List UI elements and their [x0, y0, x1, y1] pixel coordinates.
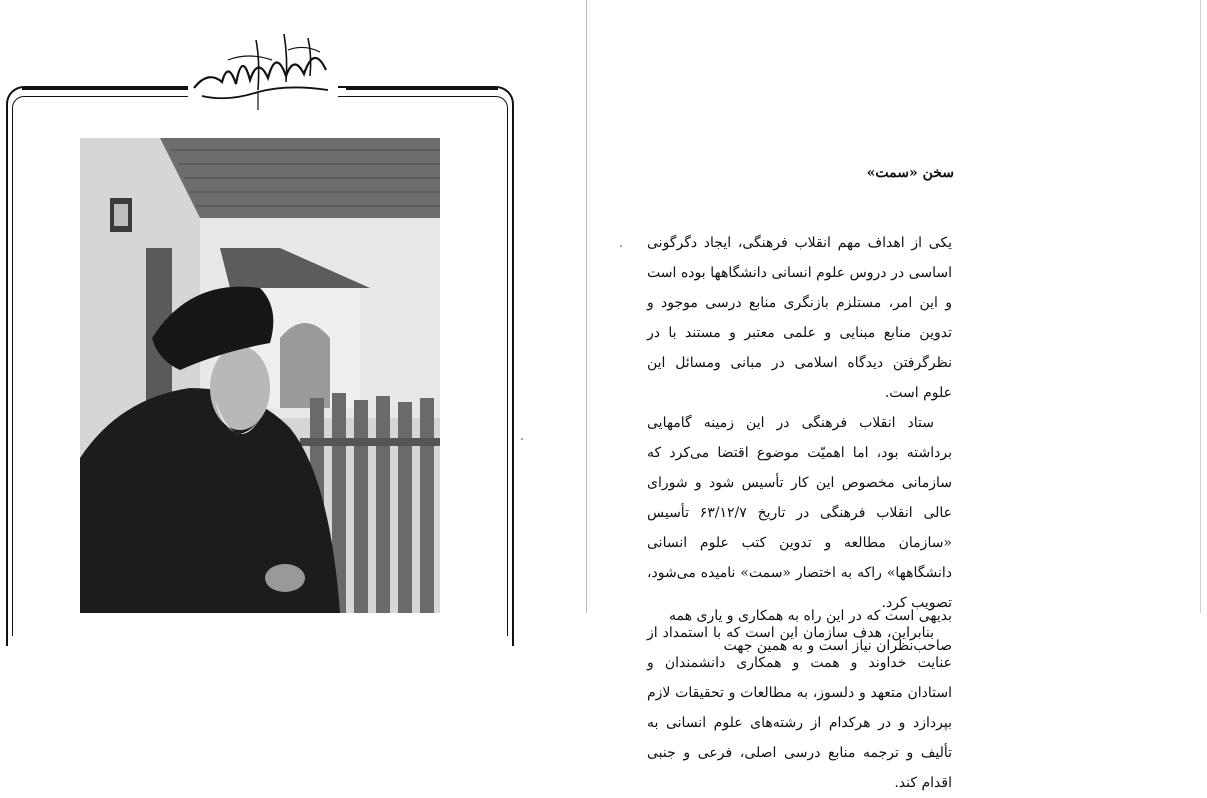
left-page	[0, 0, 586, 613]
paper-speck	[620, 245, 622, 247]
bismillah-calligraphy	[188, 30, 338, 112]
frame-top-line-left	[22, 88, 190, 90]
paragraph: یکی از اهداف مهم انقلاب فرهنگی، ایجاد دگرگونی اساسی در دروس علوم انسانی دانشگاهها بوده است و این امر، مستلزم بازنگری منابع درسی موجود و تدوین منابع مبنایی و علمی معتبر و مستند با در نظرگرفتن دیدگاه اسلامی در مبانی ومسائل این علوم است.	[647, 235, 952, 401]
right-page	[587, 0, 1200, 791]
page-edge	[1200, 0, 1201, 613]
portrait-photo	[80, 138, 440, 613]
cut-off-line: بدیهی است که در این راه به همکاری و یاری همه صاحب‌نظران نیاز است و به همین جهت	[669, 608, 952, 654]
paragraph: بنابراین، هدف سازمان این است که با استمداد از عنایت خداوند و همت و همکاری دانشمندان و استادان متعهد و دلسوز، به مطالعات و تحقیقات لازم بپردازد و در هرکدام از رشته‌های علوم انسانی به تألیف و ترجمه منابع درسی اصلی، فرعی و جنبی اقدام کند.	[647, 625, 952, 791]
paper-speck	[521, 438, 523, 440]
calligraphy-drawing	[188, 30, 338, 112]
section-heading: سخن «سمت»	[866, 165, 954, 181]
frame-top-line-right	[346, 88, 498, 90]
body-text	[647, 228, 952, 798]
paragraph: ستاد انقلاب فرهنگی در این زمینه گامهایی برداشته بود، اما اهمیّت موضوع اقتضا می‌کرد که سازمانی مخصوص این کار تأسیس شود و شورای عالی انقلاب فرهنگی در تاریخ ۶۳/۱۲/۷ تأسیس «سازمان مطالعه و تدوین کتب علوم انسانی دانشگاهها» راکه به اختصار «سمت» نامیده می‌شود، تصویب کرد.	[647, 415, 952, 611]
